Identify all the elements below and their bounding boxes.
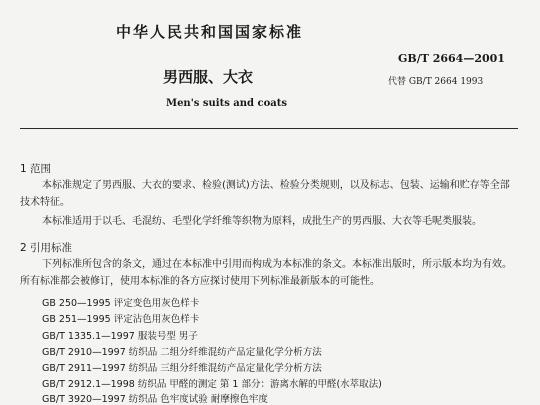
document-title-en: Men's suits and coats [166, 98, 288, 109]
section-heading-references: 2 引用标准 [20, 242, 73, 254]
reference-item: GB 250—1995 评定变色用灰色样卡 [42, 298, 200, 309]
reference-item: GB/T 2912.1—1998 纺织品 甲醛的测定 第 1 部分：游离水解的甲醛(水萃取法) [42, 379, 382, 390]
reference-item: GB 251—1995 评定沾色用灰色样卡 [42, 314, 200, 325]
standard-number: GB/T 2664—2001 [398, 52, 505, 65]
scope-paragraph-2: 本标准适用于以毛、毛混纺、毛型化学纤维等织物为原料，成批生产的男西服、大衣等毛呢类服装。 [42, 216, 482, 227]
references-intro: 下列标准所包含的条文，通过在本标准中引用而构成为本标准的条文。本标准出版时，所示版本均为有效。所有标准都会被修订，使用本标准的各方应探讨使用下列标准最新版本的可能性。 [20, 259, 512, 287]
section-heading-scope: 1 范围 [20, 163, 52, 175]
reference-item: GB/T 2911—1997 纺织品 三组分纤维混纺产品定量化学分析方法 [42, 363, 322, 374]
header-divider [20, 128, 518, 129]
reference-item: GB/T 1335.1—1997 服装号型 男子 [42, 331, 198, 342]
national-standard-heading: 中华人民共和国国家标准 [116, 23, 304, 41]
reference-item: GB/T 2910—1997 纺织品 二组分纤维混纺产品定量化学分析方法 [42, 347, 322, 358]
document-title-cn: 男西服、大衣 [163, 68, 254, 86]
scope-paragraph-1: 本标准规定了男西服、大衣的要求、检验(测试)方法、检验分类规则，以及标志、包装、运输和贮存等全部技术特征。 [20, 180, 510, 208]
replaces-note: 代替 GB/T 2664 1993 [388, 77, 484, 87]
reference-item: GB/T 3920—1997 纺织品 色牢度试验 耐摩擦色牢度 [42, 394, 268, 405]
